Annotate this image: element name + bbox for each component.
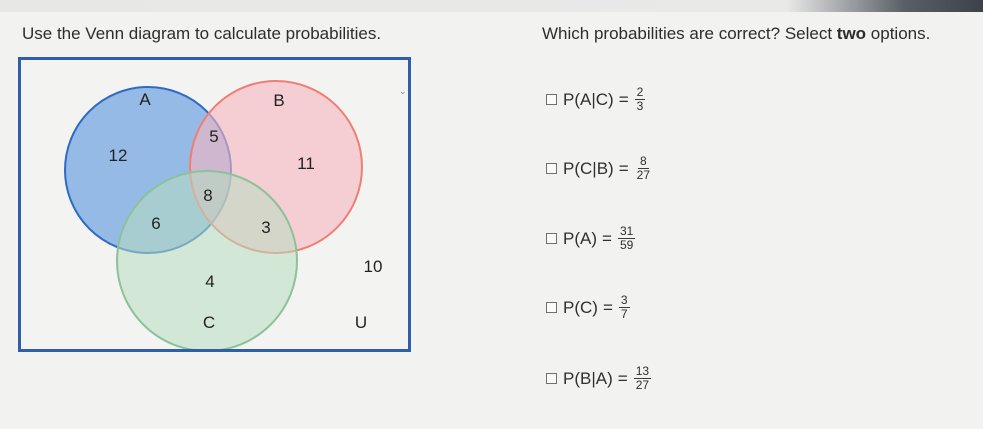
option-p-c-given-b[interactable]	[546, 155, 652, 182]
left-prompt: Use the Venn diagram to calculate probabilities.	[22, 24, 382, 43]
right-prompt: Which probabilities are correct? Select two options.	[542, 24, 931, 43]
numerator: 3	[620, 293, 628, 307]
venn-diagram	[18, 57, 411, 352]
region-a-only: 12	[108, 146, 128, 165]
region-outside: 10	[363, 257, 383, 276]
option-checkbox[interactable]	[546, 163, 557, 174]
fraction	[619, 294, 630, 321]
option-p-a[interactable]	[546, 225, 635, 252]
option-checkbox[interactable]	[546, 233, 557, 244]
option-label: P(C)	[563, 297, 598, 317]
top-bar	[0, 0, 983, 12]
fraction	[634, 365, 651, 392]
region-a-b: 5	[209, 127, 219, 146]
region-a-b-c: 8	[203, 186, 213, 205]
equals-sign: =	[617, 368, 628, 388]
option-p-c[interactable]	[546, 294, 630, 321]
stray-mark: ⌄	[399, 86, 407, 96]
option-label: P(B|A)	[563, 368, 613, 388]
region-b-only: 11	[297, 154, 315, 173]
option-checkbox[interactable]	[546, 94, 557, 105]
fraction	[635, 155, 652, 182]
option-label: P(A)	[563, 228, 597, 248]
numerator: 13	[635, 364, 650, 378]
emphasis-two: two	[836, 24, 867, 43]
option-p-a-given-c[interactable]	[546, 86, 645, 113]
fraction	[635, 86, 646, 113]
equals-sign: =	[602, 228, 612, 248]
numerator: 8	[639, 154, 647, 168]
region-b-c: 3	[261, 218, 271, 237]
label-b: B	[273, 91, 285, 110]
denominator: 27	[635, 378, 650, 392]
denominator: 7	[620, 307, 628, 321]
option-checkbox[interactable]	[546, 302, 557, 313]
option-label: P(C|B)	[563, 158, 614, 178]
region-c-only: 4	[205, 272, 215, 291]
numerator: 31	[619, 224, 634, 238]
numerator: 2	[636, 85, 644, 99]
option-p-b-given-a[interactable]	[546, 365, 651, 392]
region-a-c: 6	[151, 214, 161, 233]
equals-sign: =	[602, 297, 613, 317]
equals-sign: =	[618, 158, 629, 178]
equals-sign: =	[618, 89, 629, 109]
label-u: U	[354, 313, 368, 332]
option-checkbox[interactable]	[546, 373, 557, 384]
option-label: P(A|C)	[563, 89, 614, 109]
denominator: 3	[636, 99, 644, 113]
denominator: 27	[636, 168, 650, 182]
denominator: 59	[619, 238, 634, 252]
label-a: A	[139, 90, 151, 109]
label-c: C	[202, 313, 216, 332]
fraction	[618, 225, 635, 252]
